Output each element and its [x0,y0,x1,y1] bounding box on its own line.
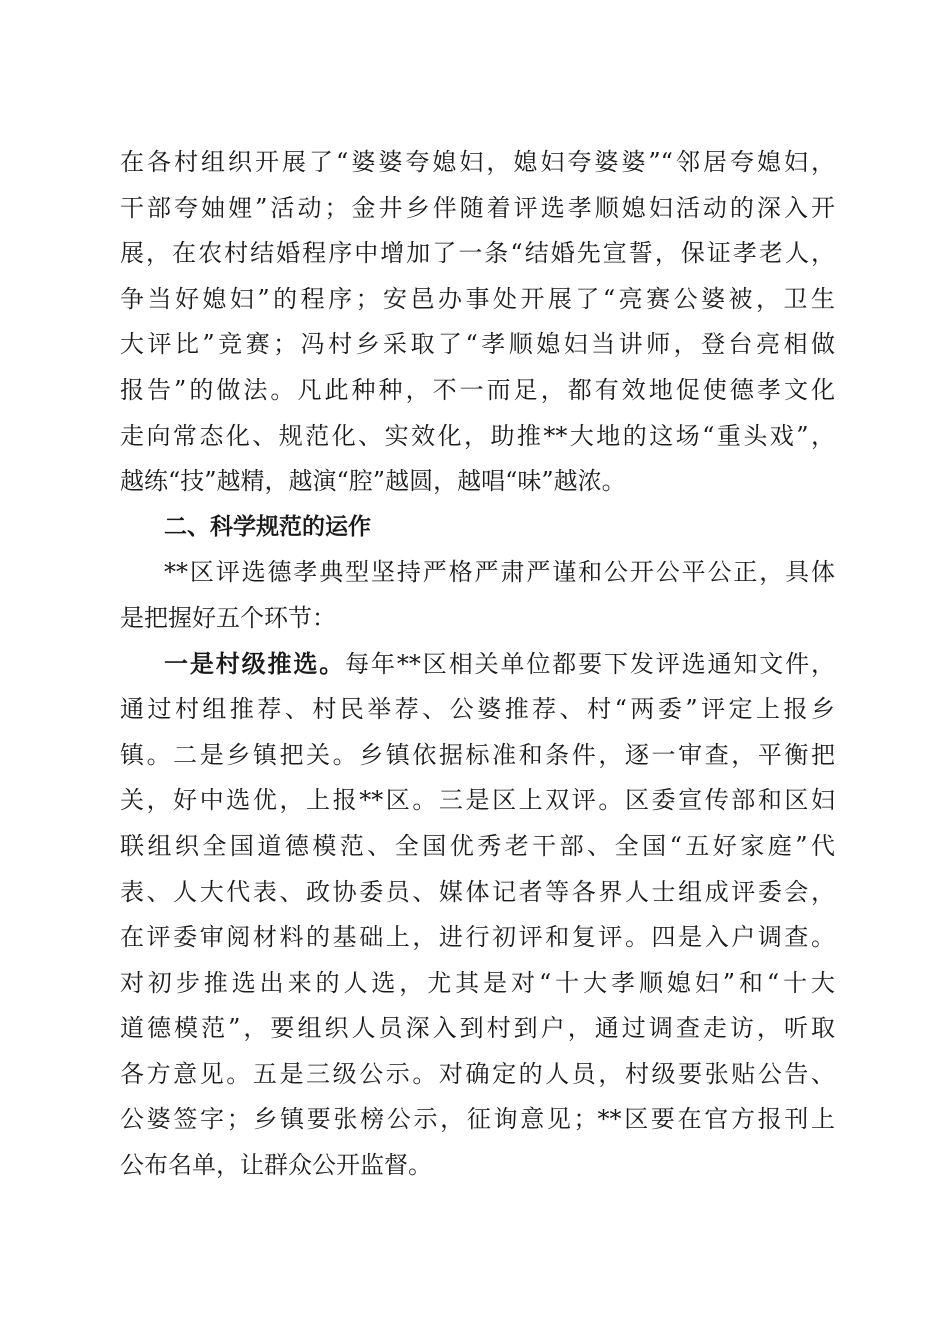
text-line: 公婆签字；乡镇要张榜公示，征询意见；**区要在官方报刊上 [120,1105,835,1134]
paragraph-selection-intro [120,550,835,641]
text-line: 在评委审阅材料的基础上，进行初评和复评。四是入户调查。 [120,923,835,952]
text-line: 越练“技”越精，越演“腔”越圆，越唱“味”越浓。 [120,467,626,496]
text-line: 道德模范”，要组织人员深入到村到户，通过调查走访，听取 [120,1014,835,1043]
text-line: 关，好中选优，上报**区。三是区上双评。区委宣传部和区妇 [120,786,835,815]
text-line: 干部夸妯娌”活动；金井乡伴随着评选孝顺媳妇活动的深入开 [120,193,835,222]
step-one-bold-label: 一是村级推选。 [164,649,346,678]
section-heading: 二、科学规范的运作 [164,513,371,540]
text-line: 联组织全国道德模范、全国优秀老干部、全国“五好家庭”代 [120,831,835,860]
document-page [120,140,835,1189]
text-line: 展，在农村结婚程序中增加了一条“结婚先宣誓，保证孝老人， [120,239,835,268]
paragraph-village-activities [120,140,835,505]
text-line: 报告”的做法。凡此种种，不一而足，都有效地促使德孝文化 [120,375,835,404]
text-line: 在各村组织开展了“婆婆夸媳妇，媳妇夸婆婆”“邻居夸媳妇， [120,148,835,176]
text-line: 表、人大代表、政协委员、媒体记者等各界人士组成评委会， [120,877,835,906]
text-line: 各方意见。五是三级公示。对确定的人员，村级要张贴公告、 [120,1059,835,1088]
text-line: 走向常态化、规范化、实效化，助推**大地的这场“重头戏”， [120,421,835,450]
text-line: 对初步推选出来的人选，尤其是对“十大孝顺媳妇”和“十大 [120,968,835,997]
text-line: 大评比”竞赛；冯村乡采取了“孝顺媳妇当讲师，登台亮相做 [120,330,835,359]
text-line: 是把握好五个环节： [120,603,336,632]
text-line-first [120,642,835,688]
paragraph-five-steps [120,642,835,1189]
text-line: 镇。二是乡镇把关。乡镇依据标准和条件，逐一审查，平衡把 [120,740,835,769]
text-line: **区评选德孝典型坚持严格严肃严谨和公开公平公正，具体 [164,558,835,587]
text-line: 争当好媳妇”的程序；安邑办事处开展了“亮赛公婆被，卫生 [120,284,835,313]
text-line: 通过村组推荐、村民举荐、公婆推荐、村“两委”评定上报乡 [120,695,835,724]
step-one-text: 每年**区相关单位都要下发评选通知文件， [345,649,836,678]
text-line: 公布名单，让群众公开监督。 [120,1151,432,1180]
